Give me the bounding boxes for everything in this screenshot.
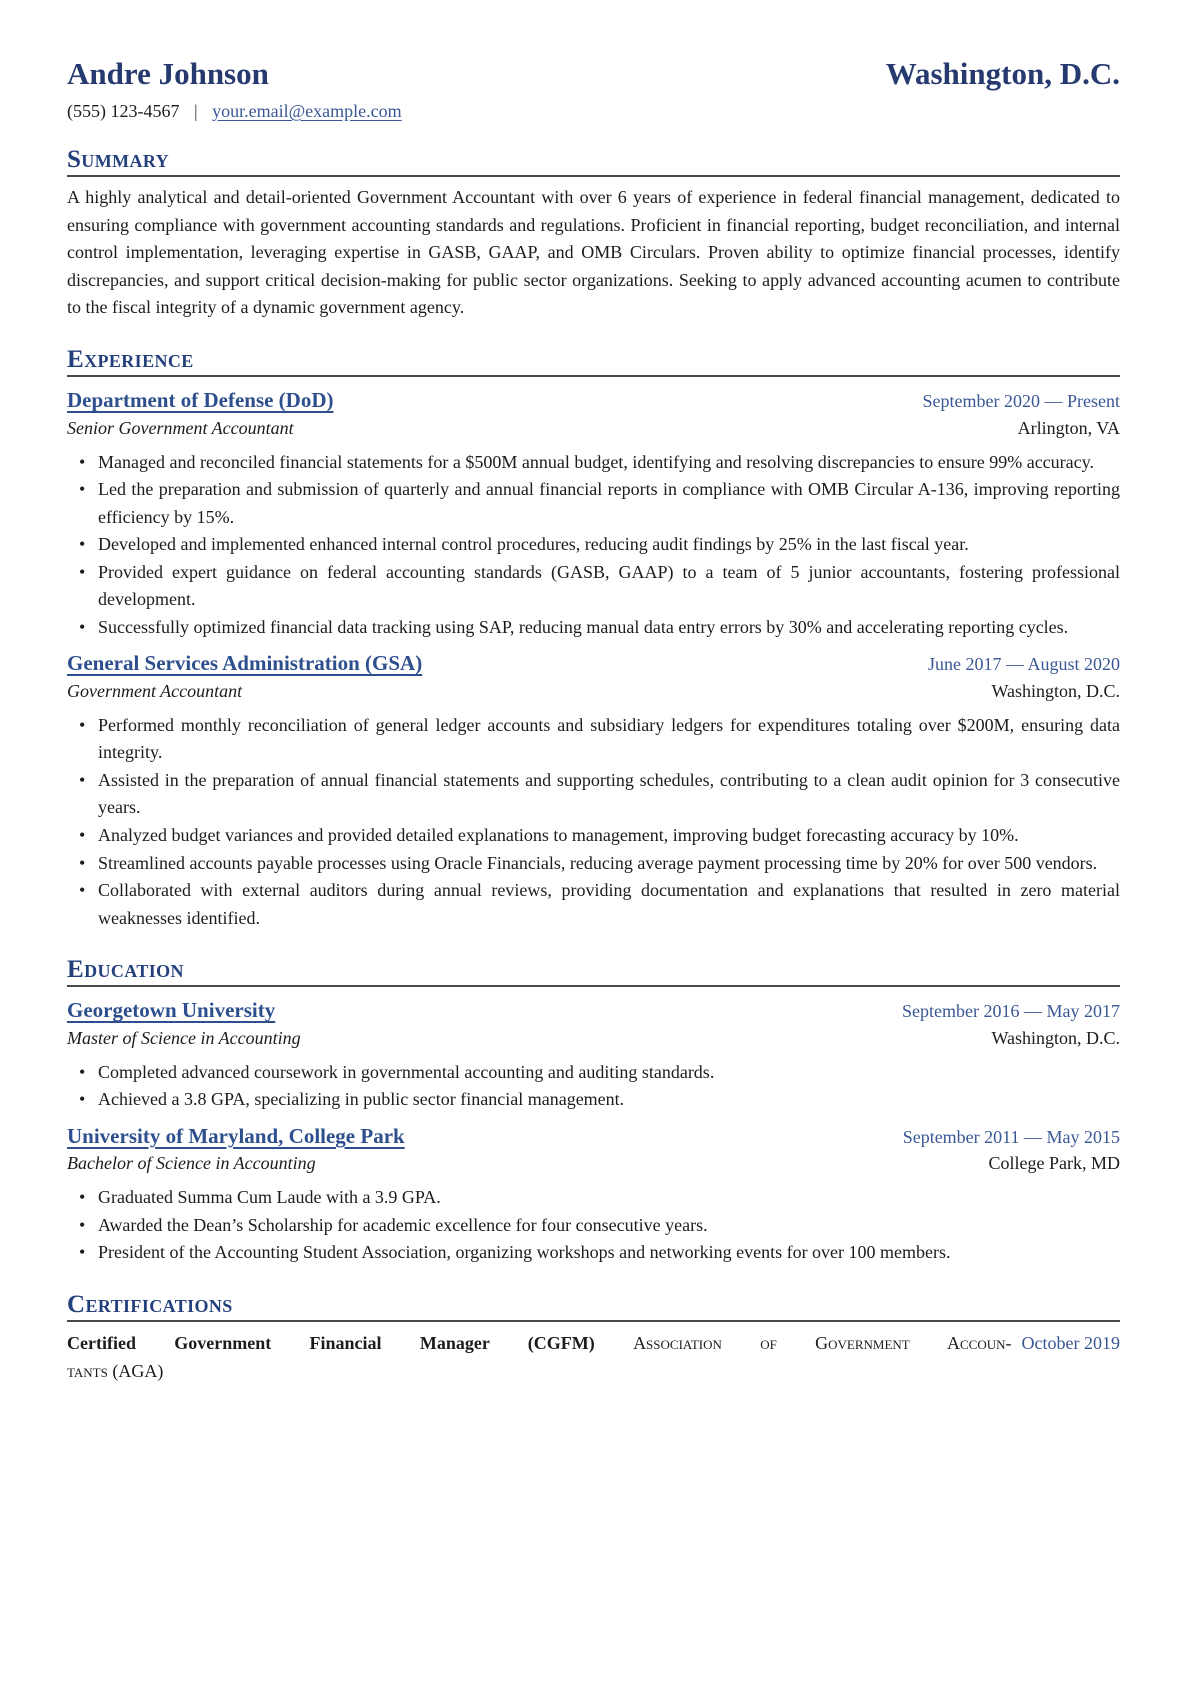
experience-entry-dod	[67, 386, 1120, 641]
entry-subhead	[67, 1025, 1120, 1051]
entry-dates: September 2011 — May 2015	[902, 1126, 1120, 1147]
institution-link[interactable]: University of Maryland, College Park	[67, 1123, 405, 1148]
bullet-item: • Streamlined accounts payable processes using Oracle Financials, reducing average payment processing time by 20% for over 500 vendors.	[67, 850, 1120, 878]
contact-row	[67, 98, 1120, 126]
person-name: Andre Johnson	[67, 56, 269, 91]
bullet-item: • Graduated Summa Cum Laude with a 3.9 GPA.	[67, 1184, 1120, 1212]
bullet-list	[67, 712, 1120, 932]
summary-heading: Summary	[67, 147, 1120, 177]
entry-head	[67, 996, 1120, 1024]
bullet-item: • Successfully optimized financial data tracking using SAP, reducing manual data entry errors by 30% and accelerating reporting cycles.	[67, 614, 1120, 642]
certification-date: October 2019	[1021, 1333, 1120, 1354]
bullet-item: • Assisted in the preparation of annual financial statements and supporting schedules, contributing to a clean audit opinion for 3 consecutive years.	[67, 767, 1120, 822]
entry-location: Arlington, VA	[1017, 417, 1120, 438]
bullet-item: • Achieved a 3.8 GPA, specializing in public sector financial management.	[67, 1086, 1120, 1114]
experience-heading: Experience	[67, 347, 1120, 377]
name-row	[67, 56, 1120, 93]
certification-item	[67, 1330, 1120, 1385]
organization-link[interactable]: General Services Administration (GSA)	[67, 651, 423, 676]
section-certifications	[67, 1292, 1120, 1385]
entry-degree: Bachelor of Science in Accounting	[67, 1153, 316, 1174]
entry-role: Government Accountant	[67, 680, 243, 701]
education-entry-umd	[67, 1122, 1120, 1267]
entry-dates: September 2016 — May 2017	[902, 1001, 1120, 1022]
bullet-item: • Analyzed budget variances and provided detailed explanations to management, improving budget forecasting accuracy by 10%.	[67, 822, 1120, 850]
bullet-list	[67, 1184, 1120, 1267]
bullet-item: • Developed and implemented enhanced internal control procedures, reducing audit findings by 25% in the last fiscal year.	[67, 531, 1120, 559]
certification-line1	[67, 1330, 1120, 1358]
experience-entry-gsa	[67, 649, 1120, 932]
section-experience	[67, 347, 1120, 932]
section-education	[67, 957, 1120, 1267]
entry-subhead	[67, 678, 1120, 704]
bullet-item: • Completed advanced coursework in governmental accounting and auditing standards.	[67, 1059, 1120, 1087]
bullet-list	[67, 449, 1120, 642]
entry-head	[67, 649, 1120, 677]
section-summary	[67, 147, 1120, 322]
entry-degree: Master of Science in Accounting	[67, 1027, 301, 1048]
bullet-item: • President of the Accounting Student Association, organizing workshops and networking events for over 100 members.	[67, 1239, 1120, 1267]
education-heading: Education	[67, 957, 1120, 987]
bullet-list	[67, 1059, 1120, 1114]
entry-location: College Park, MD	[988, 1153, 1120, 1174]
organization-link[interactable]: Department of Defense (DoD)	[67, 388, 334, 413]
certification-issuer: Association of Government Accoun-	[633, 1333, 1012, 1354]
email-link[interactable]: your.email@example.com	[212, 100, 402, 121]
entry-role: Senior Government Accountant	[67, 417, 294, 438]
certification-main	[67, 1330, 1012, 1358]
entry-head	[67, 386, 1120, 414]
phone-number: (555) 123-4567	[67, 100, 180, 121]
bullet-item: • Provided expert guidance on federal accounting standards (GASB, GAAP) to a team of 5 junior accountants, fostering professional development.	[67, 559, 1120, 614]
bullet-item: • Managed and reconciled financial statements for a $500M annual budget, identifying and resolving discrepancies to ensure 99% accuracy.	[67, 449, 1120, 477]
bullet-item: • Awarded the Dean’s Scholarship for academic excellence for four consecutive years.	[67, 1212, 1120, 1240]
entry-location: Washington, D.C.	[991, 680, 1120, 701]
entry-location: Washington, D.C.	[991, 1027, 1120, 1048]
resume-header	[67, 56, 1120, 125]
certification-title: Certified Government Financial Manager (CGFM)	[67, 1333, 595, 1354]
entry-dates: June 2017 — August 2020	[927, 654, 1120, 675]
entry-subhead	[67, 415, 1120, 441]
summary-text: A highly analytical and detail-oriented Government Accountant with over 6 years of experience in federal financial management, dedicated to ensuring compliance with government accounting standards and regulations. Proficient in financial reporting, budget reconciliation, and internal control implementation, leveraging expertise in GASB, GAAP, and OMB Circulars. Proven ability to optimize financial processes, identify discrepancies, and support critical decision-making for public sector organizations. Seeking to apply advanced accounting acumen to contribute to the fiscal integrity of a dynamic government agency.	[67, 187, 1120, 318]
entry-head	[67, 1122, 1120, 1150]
contact-separator: |	[193, 100, 198, 121]
entry-dates: September 2020 — Present	[922, 391, 1120, 412]
header-location: Washington, D.C.	[885, 56, 1120, 91]
certification-issuer-continued: tants (AGA)	[67, 1360, 164, 1381]
certifications-heading: Certifications	[67, 1292, 1120, 1322]
bullet-item: • Collaborated with external auditors during annual reviews, providing documentation and explanations that resulted in zero material weaknesses identified.	[67, 877, 1120, 932]
institution-link[interactable]: Georgetown University	[67, 998, 276, 1023]
bullet-item: • Led the preparation and submission of quarterly and annual financial reports in compliance with OMB Circular A-136, improving reporting efficiency by 15%.	[67, 476, 1120, 531]
bullet-item: • Performed monthly reconciliation of general ledger accounts and subsidiary ledgers for expenditures totaling over $200M, ensuring data integrity.	[67, 712, 1120, 767]
education-entry-georgetown	[67, 996, 1120, 1114]
entry-subhead	[67, 1150, 1120, 1176]
